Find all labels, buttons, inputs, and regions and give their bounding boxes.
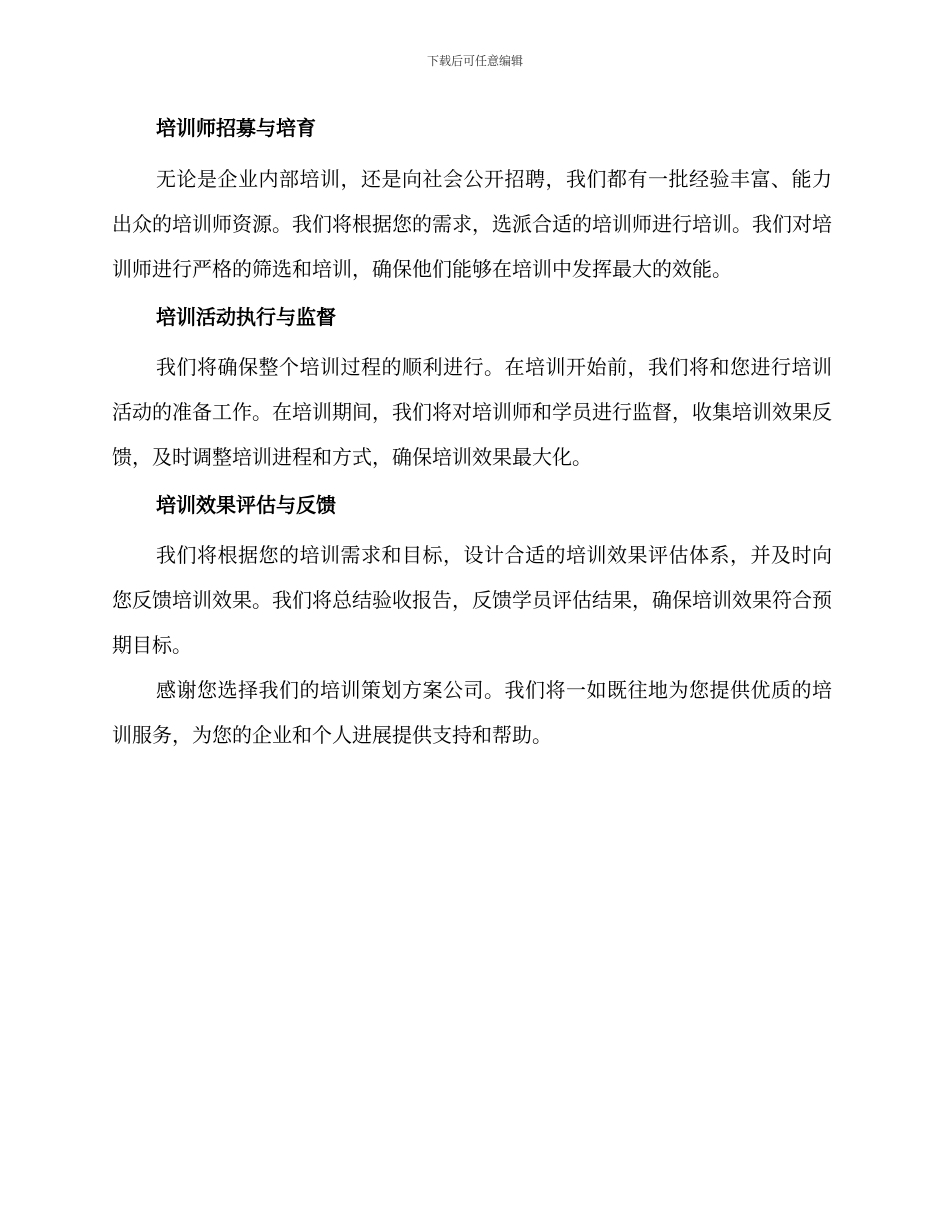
document-body xyxy=(112,113,832,758)
section-paragraph-effect-evaluation: 我们将根据您的培训需求和目标，设计合适的培训效果评估体系，并及时向您反馈培训效果。我们将总结验收报告，反馈学员评估结果，确保培训效果符合预期目标。 xyxy=(112,543,832,657)
section-paragraph-activity-execution: 我们将确保整个培训过程的顺利进行。在培训开始前，我们将和您进行培训活动的准备工作。在培训期间，我们将对培训师和学员进行监督，收集培训效果反馈，及时调整培训进程和方式，确保培训效果最大化。 xyxy=(112,355,832,469)
section-heading-trainer-recruitment: 培训师招募与培育 xyxy=(156,116,316,140)
section-heading-activity-execution: 培训活动执行与监督 xyxy=(156,305,336,329)
page-header: 下载后可任意编辑 xyxy=(426,54,523,68)
section-heading-effect-evaluation: 培训效果评估与反馈 xyxy=(156,493,336,517)
section-paragraph-trainer-recruitment: 无论是企业内部培训，还是向社会公开招聘，我们都有一批经验丰富、能力出众的培训师资源。我们将根据您的需求，选派合适的培训师进行培训。我们对培训师进行严格的筛选和培训，确保他们能够在培训中发挥最大的效能。 xyxy=(112,167,832,281)
closing-paragraph: 感谢您选择我们的培训策划方案公司。我们将一如既往地为您提供优质的培训服务，为您的企业和个人进展提供支持和帮助。 xyxy=(112,678,832,747)
